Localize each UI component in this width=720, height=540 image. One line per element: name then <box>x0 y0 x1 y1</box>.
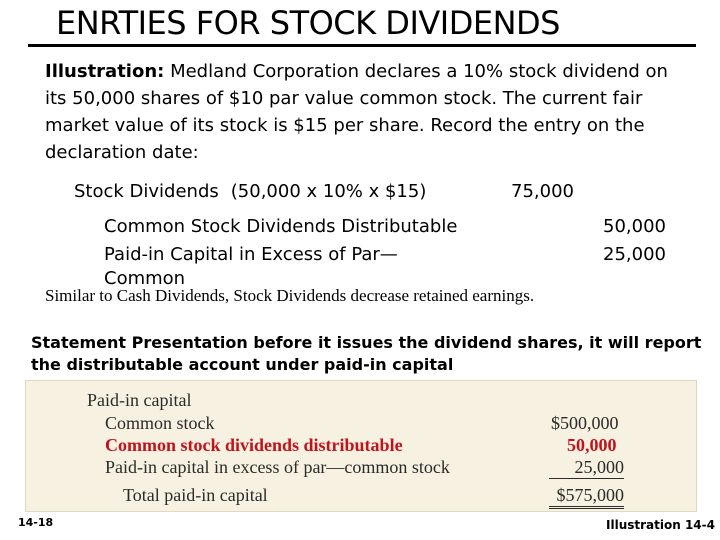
statement-row-label: Common stock <box>105 413 215 433</box>
journal-credit2-account-line2: Common <box>104 268 186 289</box>
statement-intro: Statement Presentation before it issues the dividend shares, it will report the distributable account under paid-in capital <box>31 333 702 374</box>
debit-calculation: (50,000 x 10% x $15) <box>230 181 427 202</box>
journal-credit2-amount: 25,000 <box>603 244 666 265</box>
statement-row-amount-highlight: 50,000 <box>567 435 617 455</box>
title-underline <box>28 44 696 47</box>
journal-credit2-account-line1: Paid-in Capital in Excess of Par— <box>104 244 398 265</box>
statement-row-label-highlight: Common stock dividends distributable <box>105 435 403 455</box>
illustration-text: Medland Corporation declares a 10% stock dividend on its 50,000 shares of $10 par value common stock. The current fair market value of its stock is $15 per share. Record the entry on the declaration date: <box>45 61 668 163</box>
journal-debit-amount: 75,000 <box>511 181 574 202</box>
statement-row-label: Paid-in capital in excess of par—common stock <box>105 457 450 477</box>
slide-number: 14-18 <box>18 516 54 529</box>
journal-credit1-amount: 50,000 <box>603 216 666 237</box>
debit-account-label: Stock Dividends <box>74 181 219 202</box>
illustration-label: Illustration: <box>45 61 165 82</box>
page-title: ENRTIES FOR STOCK DIVIDENDS <box>56 4 560 42</box>
note-text: Similar to Cash Dividends, Stock Dividends decrease retained earnings. <box>45 286 535 305</box>
journal-credit1-account: Common Stock Dividends Distributable <box>104 216 458 237</box>
statement-panel <box>25 380 697 512</box>
illustration-reference: Illustration 14-4 <box>606 518 715 532</box>
statement-total-label: Total paid-in capital <box>123 485 268 505</box>
statement-total-amount: $575,000 <box>549 485 624 509</box>
illustration-paragraph <box>45 58 685 166</box>
statement-row-amount: 25,000 <box>549 457 624 479</box>
journal-debit-account <box>74 181 426 202</box>
statement-row-amount: $500,000 <box>551 413 619 433</box>
statement-heading: Paid-in capital <box>87 390 192 410</box>
